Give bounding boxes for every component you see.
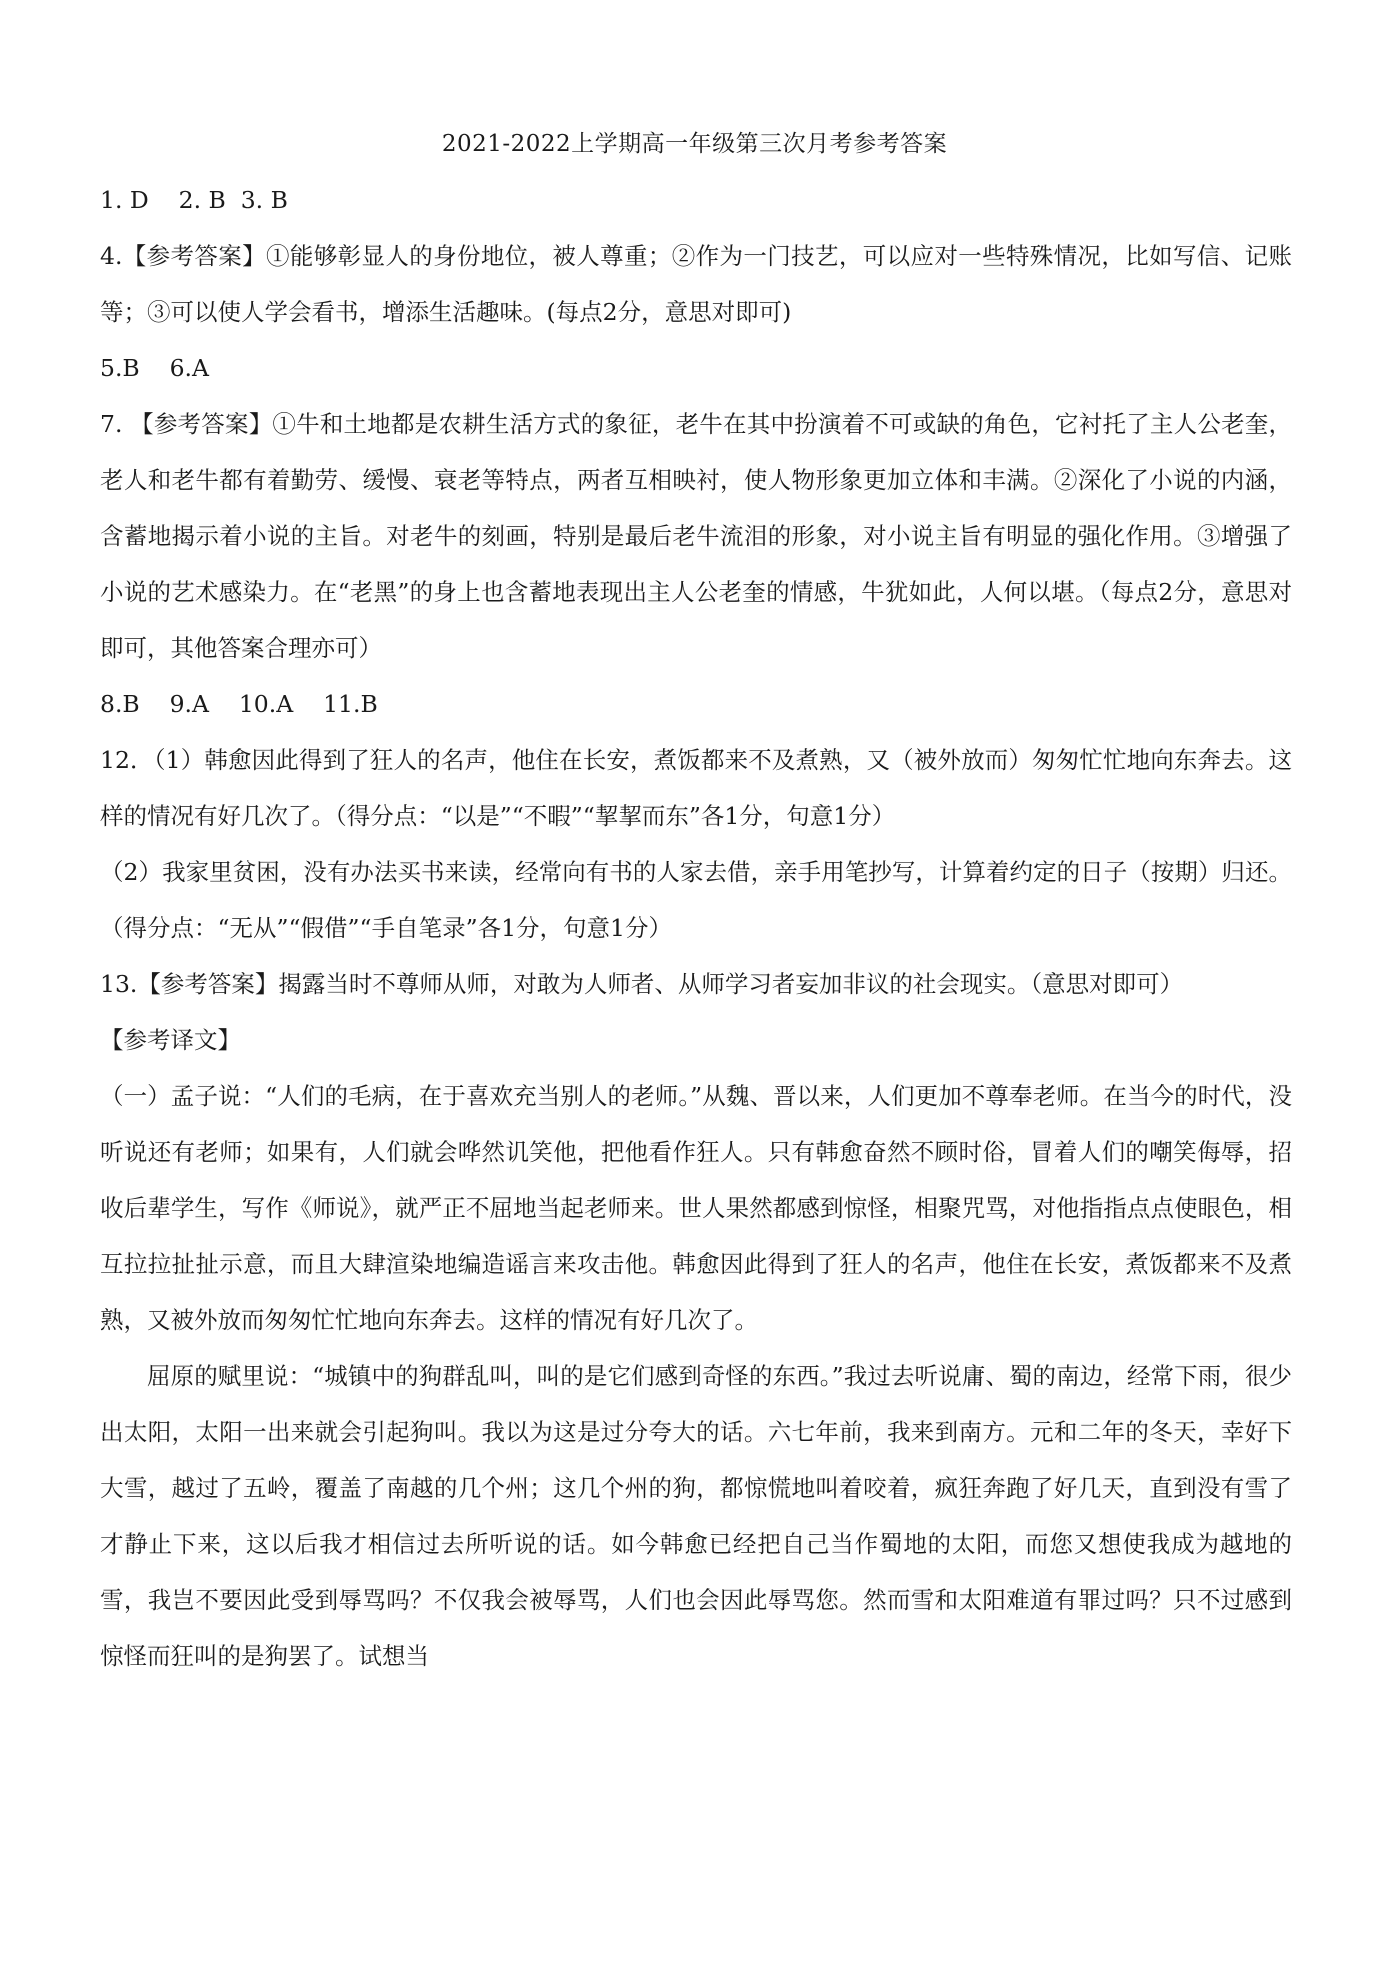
translation-paragraph-1: （一）孟子说：“人们的毛病，在于喜欢充当别人的老师。”从魏、晋以来，人们更加不尊奉老师。在当今的时代，没听说还有老师；如果有，人们就会哗然讥笑他，把他看作狂人。只有韩愈奋然不顾时俗，冒着人们的嘲笑侮辱，招收后辈学生，写作《师说》，就严正不屈地当起老师来。世人果然都感到惊怪，相聚咒骂，对他指指点点使眼色，相互拉拉扯扯示意，而且大肆渲染地编造谣言来攻击他。韩愈因此得到了狂人的名声，他住在长安，煮饭都来不及煮熟，又被外放而匆匆忙忙地向东奔去。这样的情况有好几次了。 (100, 1082, 1292, 1334)
document-body (100, 172, 1292, 1684)
answer-13: 13.【参考答案】揭露当时不尊师从师，对敢为人师者、从师学习者妄加非议的社会现实。（意思对即可） (100, 970, 1184, 998)
answer-4: 4.【参考答案】①能够彰显人的身份地位，被人尊重；②作为一门技艺，可以应对一些特殊情况，比如写信、记账等；③可以使人学会看书，增添生活趣味。(每点2分，意思对即可) (100, 242, 1292, 326)
answer-5-6: 5.B 6.A (100, 354, 209, 382)
answer-1-3: 1. D 2. B 3. B (100, 186, 288, 214)
answer-8-11: 8.B 9.A 10.A 11.B (100, 690, 378, 718)
translation-heading: 【参考译文】 (100, 1026, 241, 1054)
answer-12-part-1: 12．（1）韩愈因此得到了狂人的名声，他住在长安，煮饭都来不及煮熟，又（被外放而）匆匆忙忙地向东奔去。这样的情况有好几次了。（得分点：“以是”“不暇”“挈挈而东”各1分，句意1分） (100, 746, 1292, 830)
answer-7: 7. 【参考答案】①牛和土地都是农耕生活方式的象征，老牛在其中扮演着不可或缺的角色，它衬托了主人公老奎，老人和老牛都有着勤劳、缓慢、衰老等特点，两者互相映衬，使人物形象更加立体和丰满。②深化了小说的内涵，含蓄地揭示着小说的主旨。对老牛的刻画，特别是最后老牛流泪的形象，对小说主旨有明显的强化作用。③增强了小说的艺术感染力。在“老黑”的身上也含蓄地表现出主人公老奎的情感，牛犹如此，人何以堪。（每点2分，意思对即可，其他答案合理亦可） (100, 410, 1292, 662)
translation-paragraph-2: 屈原的赋里说：“城镇中的狗群乱叫，叫的是它们感到奇怪的东西。”我过去听说庸、蜀的南边，经常下雨，很少出太阳，太阳一出来就会引起狗叫。我以为这是过分夸大的话。六七年前，我来到南方。元和二年的冬天，幸好下大雪，越过了五岭，覆盖了南越的几个州；这几个州的狗，都惊慌地叫着咬着，疯狂奔跑了好几天，直到没有雪了才静止下来，这以后我才相信过去所听说的话。如今韩愈已经把自己当作蜀地的太阳，而您又想使我成为越地的雪，我岂不要因此受到辱骂吗？不仅我会被辱骂，人们也会因此辱骂您。然而雪和太阳难道有罪过吗？只不过感到惊怪而狂叫的是狗罢了。试想当 (100, 1362, 1292, 1670)
document-title: 2021-2022上学期高一年级第三次月考参考答案 (441, 131, 948, 157)
answer-12-part-2: （2）我家里贫困，没有办法买书来读，经常向有书的人家去借，亲手用笔抄写，计算着约定的日子（按期）归还。（得分点：“无从”“假借”“手自笔录”各1分，句意1分） (100, 858, 1292, 942)
